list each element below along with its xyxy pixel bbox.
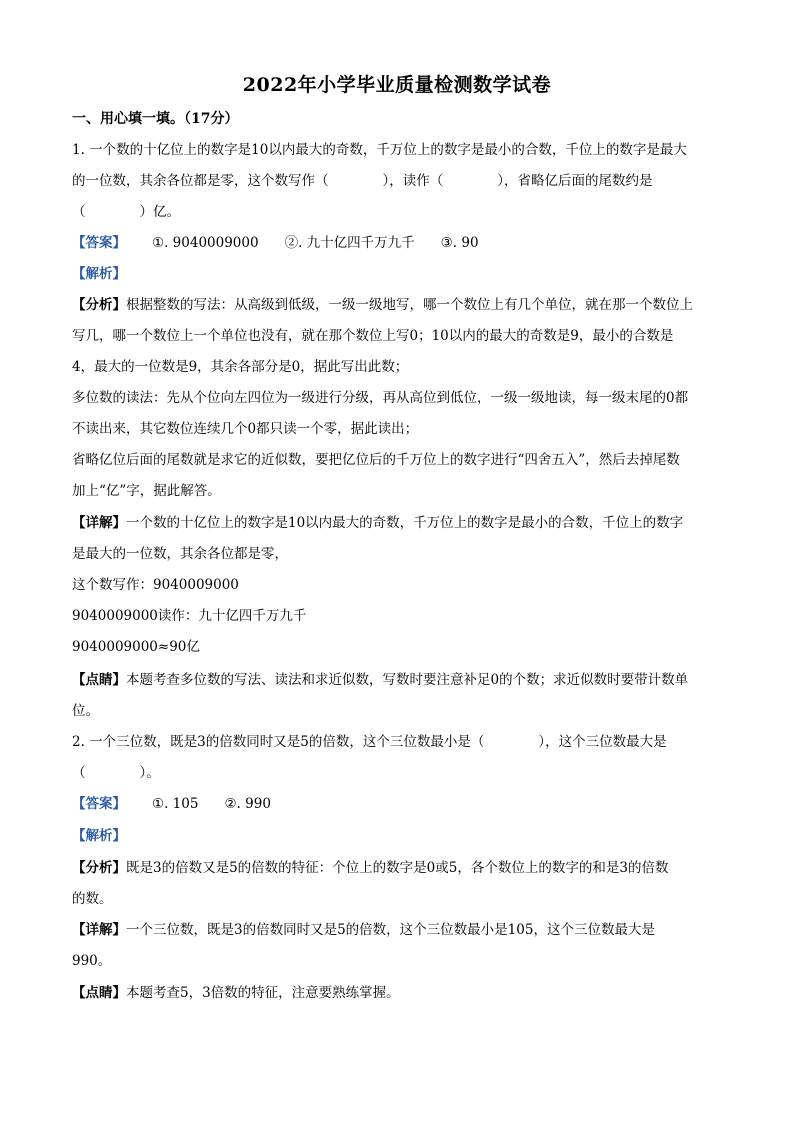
- q1-fenxi-line: [72, 295, 722, 315]
- page-title: 2022年小学毕业质量检测数学试卷: [242, 74, 552, 96]
- q1-fenxi-line: 加上“亿”字，据此解答。: [72, 483, 221, 499]
- xiangjie-text: 一个三位数，既是3的倍数同时又是5的倍数，这个三位数最小是105，这个三位数最大是: [126, 922, 655, 938]
- q2-fenxi-line: [72, 858, 722, 878]
- dianjing-text: 本题考查多位数的写法、读法和求近似数，写数时要注意补足0的个数；求近似数时要带计数单: [126, 672, 689, 688]
- xiangjie-tag: 【详解】: [72, 922, 126, 938]
- q1-answer: [72, 233, 722, 253]
- q1-xiangjie-line: 是最大的一位数，其余各位都是零，: [72, 546, 288, 562]
- jiexi-tag: 【解析】: [72, 828, 126, 844]
- q1-dianjing-line: [72, 670, 722, 690]
- q1-fenxi-line: 4，最大的一位数是9，其余各部分是0，据此写出此数；: [72, 359, 409, 375]
- q2-xiangjie-line: [72, 920, 722, 940]
- answer-item: ②. 990: [224, 796, 271, 812]
- q2-dianjing-line: [72, 983, 722, 1003]
- q2-fenxi-line: 的数。: [72, 891, 113, 907]
- fenxi-tag: 【分析】: [72, 860, 126, 876]
- q2-xiangjie-line: 990。: [72, 953, 112, 969]
- q1-stem-line: 的一位数，其余各位都是零，这个数写作（ ），读作（ ），省略亿后面的尾数约是: [72, 173, 653, 189]
- q1-fenxi-line: 写几，哪一个数位上一个单位也没有，就在那个数位上写0；10以内的最大的奇数是9，最小的合数是: [72, 328, 674, 344]
- q1-xiangjie-line: 9040009000读作：九十亿四千万九千: [72, 608, 307, 624]
- fenxi-text: 既是3的倍数又是5的倍数的特征：个位上的数字是0或5，各个数位上的数字的和是3的倍数: [126, 860, 669, 876]
- q2-stem-line: （ ）。: [72, 765, 160, 781]
- section-heading: 一、用心填一填。（17分）: [72, 111, 239, 127]
- q1-stem-line: 1. 一个数的十亿位上的数字是10以内最大的奇数，千万位上的数字是最小的合数，千位上的数字是最大: [72, 142, 687, 158]
- q2-jiexi: [72, 826, 722, 846]
- q1-jiexi: [72, 264, 722, 284]
- q2-answer: [72, 794, 722, 814]
- q1-dianjing-line: 位。: [72, 703, 99, 719]
- q1-xiangjie-line: [72, 513, 722, 533]
- q2-stem-line: 2. 一个三位数，既是3的倍数同时又是5的倍数，这个三位数最小是（ ），这个三位数最大是: [72, 734, 667, 750]
- answer-tag: 【答案】: [72, 796, 126, 812]
- fenxi-text: 根据整数的写法：从高级到低级，一级一级地写，哪一个数位上有几个单位，就在那一个数位上: [126, 297, 693, 313]
- q1-stem-line: （ ）亿。: [72, 204, 180, 220]
- answer-item: ②. 九十亿四千万九千: [284, 235, 415, 251]
- xiangjie-text: 一个数的十亿位上的数字是10以内最大的奇数，千万位上的数字是最小的合数，千位上的数字: [126, 515, 684, 531]
- answer-item: ①. 105: [152, 796, 199, 812]
- dianjing-tag: 【点睛】: [72, 985, 126, 1001]
- q1-xiangjie-line: 这个数写作：9040009000: [72, 577, 239, 593]
- q1-fenxi-line: 多位数的读法：先从个位向左四位为一级进行分级，再从高位到低位，一级一级地读，每一级末尾的0都: [72, 390, 689, 406]
- answer-item: ③. 90: [440, 235, 479, 251]
- jiexi-tag: 【解析】: [72, 266, 126, 282]
- q1-xiangjie-line: 9040009000≈90亿: [72, 639, 200, 655]
- dianjing-tag: 【点睛】: [72, 672, 126, 688]
- answer-item: ①. 9040009000: [152, 235, 259, 251]
- fenxi-tag: 【分析】: [72, 297, 126, 313]
- answer-tag: 【答案】: [72, 235, 126, 251]
- q1-fenxi-line: 不读出来，其它数位连续几个0都只读一个零，据此读出；: [72, 421, 419, 437]
- dianjing-text: 本题考查5，3倍数的特征，注意要熟练掌握。: [126, 985, 400, 1001]
- q1-fenxi-line: 省略亿位后面的尾数就是求它的近似数，要把亿位后的千万位上的数字进行“四舍五入”，然后去掉尾数: [72, 452, 680, 468]
- xiangjie-tag: 【详解】: [72, 515, 126, 531]
